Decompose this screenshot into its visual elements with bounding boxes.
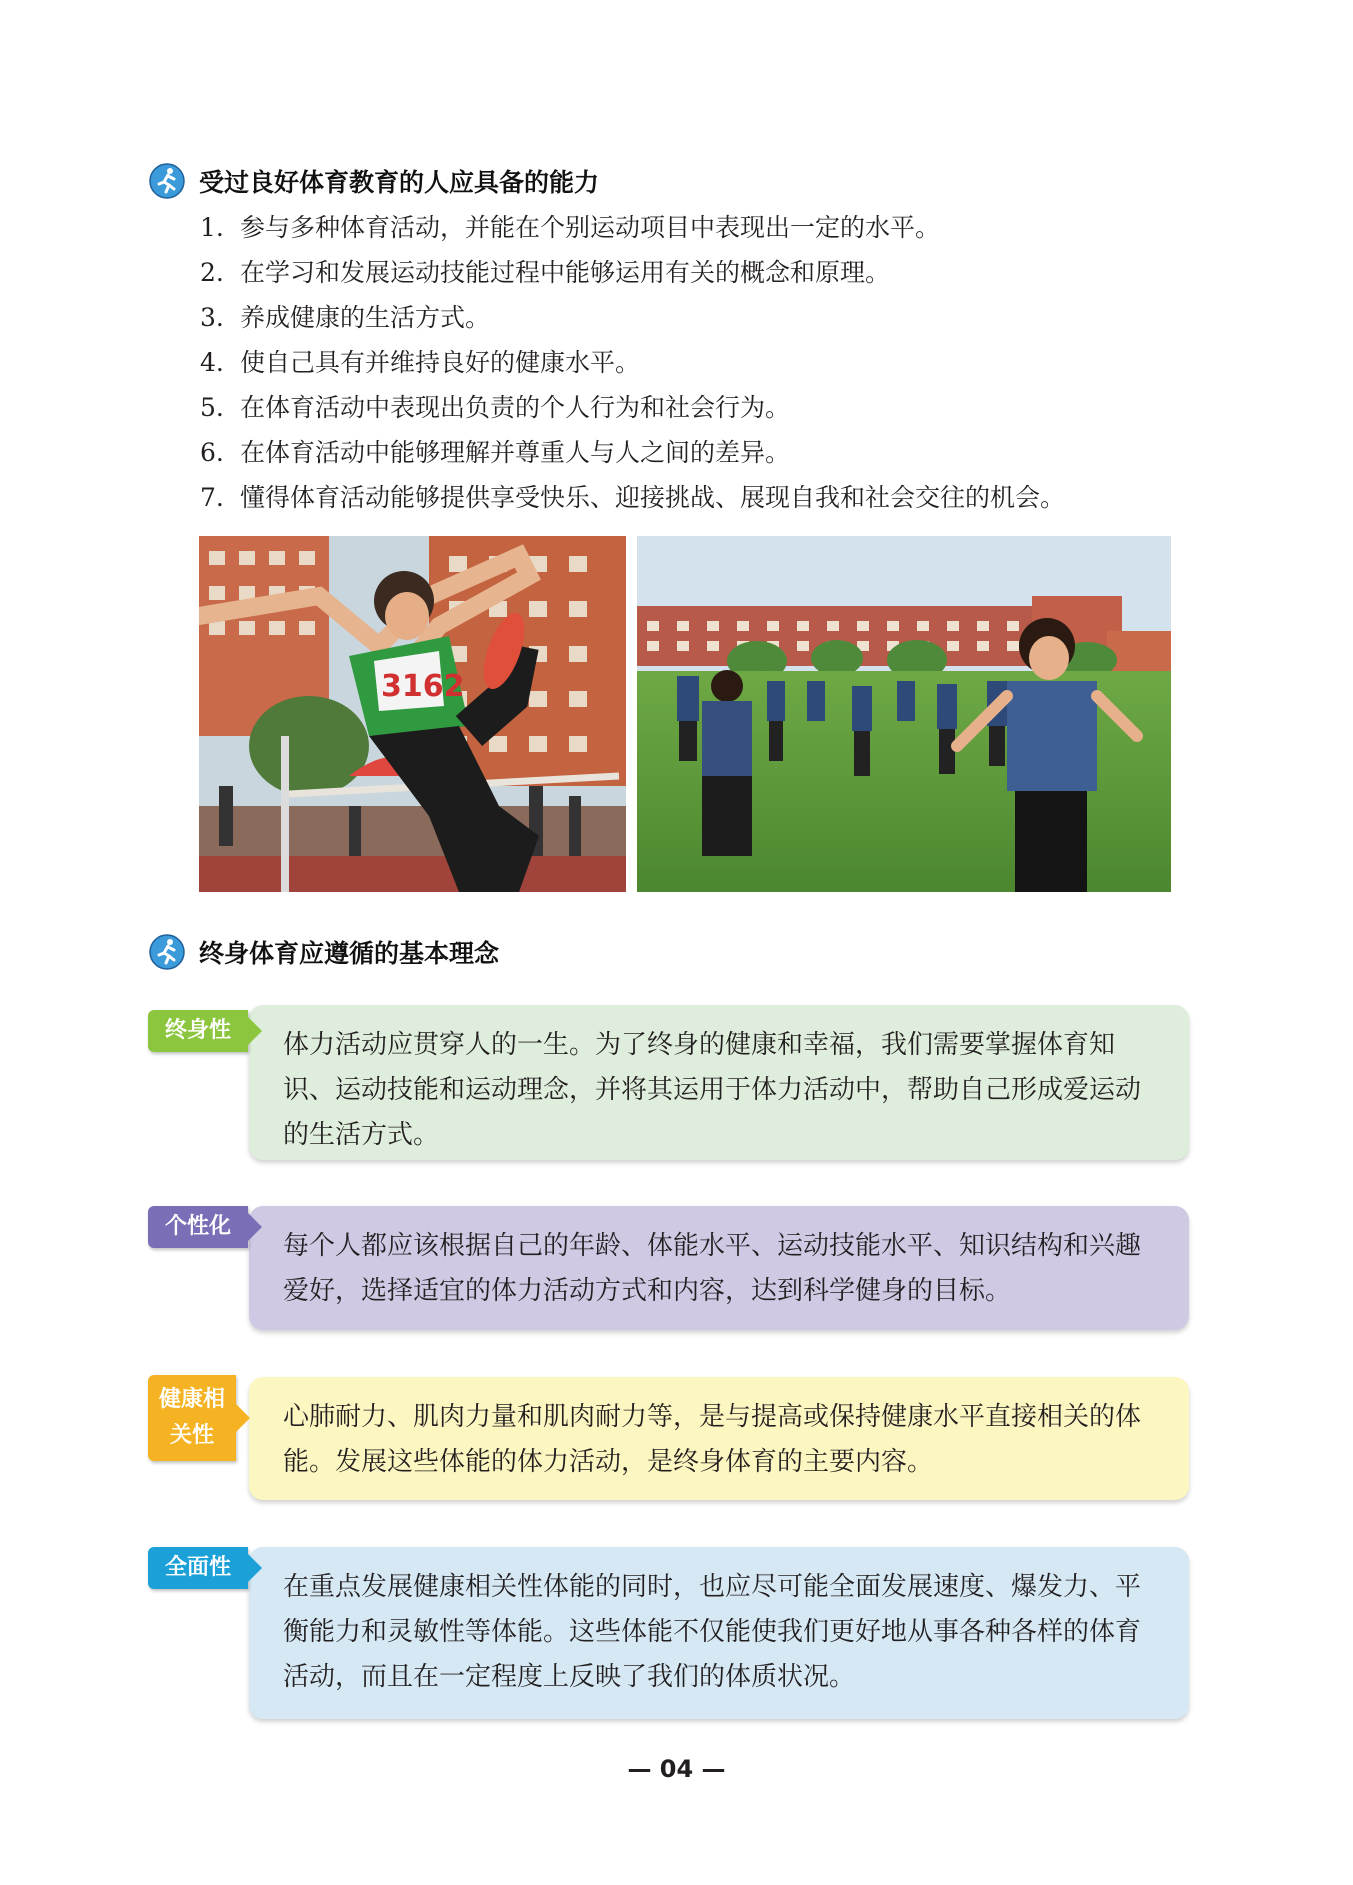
tag-individualized xyxy=(148,1206,248,1248)
page-number: — 04 — xyxy=(627,1755,726,1783)
item-number: 3. xyxy=(200,303,224,332)
tag-comprehensive xyxy=(148,1547,248,1589)
item-text: 在学习和发展运动技能过程中能够运用有关的概念和原理。 xyxy=(240,258,891,287)
principle-card-lifelong xyxy=(249,1005,1189,1160)
item-text: 懂得体育活动能够提供享受快乐、迎接挑战、展现自我和社会交往的机会。 xyxy=(240,483,1066,512)
tag-health-related xyxy=(148,1375,236,1461)
item-number: 7. xyxy=(200,483,224,512)
race-bib-number: 3162 xyxy=(381,669,465,704)
principle-text: 体力活动应贯穿人的一生。为了终身的健康和幸福，我们需要掌握体育知识、运动技能和运动理念，并将其运用于体力活动中，帮助自己形成爱运动的生活方式。 xyxy=(283,1030,1142,1150)
tag-label: 全面性 xyxy=(164,1555,231,1580)
tag-label: 终身性 xyxy=(164,1018,231,1043)
principle-card-health-related xyxy=(249,1377,1189,1500)
item-text: 在体育活动中表现出负责的个人行为和社会行为。 xyxy=(240,393,791,422)
list-item xyxy=(200,385,1065,430)
list-item xyxy=(200,250,1065,295)
tag-label: 个性化 xyxy=(164,1214,231,1239)
principle-text: 心肺耐力、肌肉力量和肌肉耐力等，是与提高或保持健康水平直接相关的体能。发展这些体能的体力活动，是终身体育的主要内容。 xyxy=(283,1402,1142,1477)
item-number: 5. xyxy=(200,393,224,422)
section-heading-principles xyxy=(149,932,499,972)
principle-text: 在重点发展健康相关性体能的同时，也应尽可能全面发展速度、爆发力、平衡能力和灵敏性等体能。这些体能不仅能使我们更好地从事各种各样的体育活动，而且在一定程度上反映了我们的体质状况。 xyxy=(283,1572,1142,1692)
item-text: 使自己具有并维持良好的健康水平。 xyxy=(240,348,641,377)
item-number: 2. xyxy=(200,258,224,287)
tag-label-line2: 关性 xyxy=(169,1423,214,1448)
photo-high-jump xyxy=(199,536,626,892)
runner-icon xyxy=(149,934,185,970)
photo-field-exercise xyxy=(637,536,1171,892)
item-text: 参与多种体育活动，并能在个别运动项目中表现出一定的水平。 xyxy=(240,213,941,242)
section-heading-abilities xyxy=(149,161,599,201)
item-text: 在体育活动中能够理解并尊重人与人之间的差异。 xyxy=(240,438,791,467)
tag-label-line1: 健康相 xyxy=(158,1387,225,1412)
list-item xyxy=(200,475,1065,520)
runner-icon xyxy=(149,163,185,199)
section-title: 终身体育应遵循的基本理念 xyxy=(199,939,500,968)
abilities-list xyxy=(200,205,1065,520)
section-title: 受过良好体育教育的人应具备的能力 xyxy=(199,168,600,197)
item-number: 1. xyxy=(200,213,224,242)
item-number: 4. xyxy=(200,348,224,377)
tag-lifelong xyxy=(148,1010,248,1052)
list-item xyxy=(200,340,1065,385)
list-item xyxy=(200,295,1065,340)
item-text: 养成健康的生活方式。 xyxy=(240,303,491,332)
item-number: 6. xyxy=(200,438,224,467)
principle-text: 每个人都应该根据自己的年龄、体能水平、运动技能水平、知识结构和兴趣爱好，选择适宜的体力活动方式和内容，达到科学健身的目标。 xyxy=(283,1231,1142,1306)
principle-card-individualized xyxy=(249,1206,1189,1330)
principle-card-comprehensive xyxy=(249,1547,1189,1719)
list-item xyxy=(200,205,1065,250)
list-item xyxy=(200,430,1065,475)
